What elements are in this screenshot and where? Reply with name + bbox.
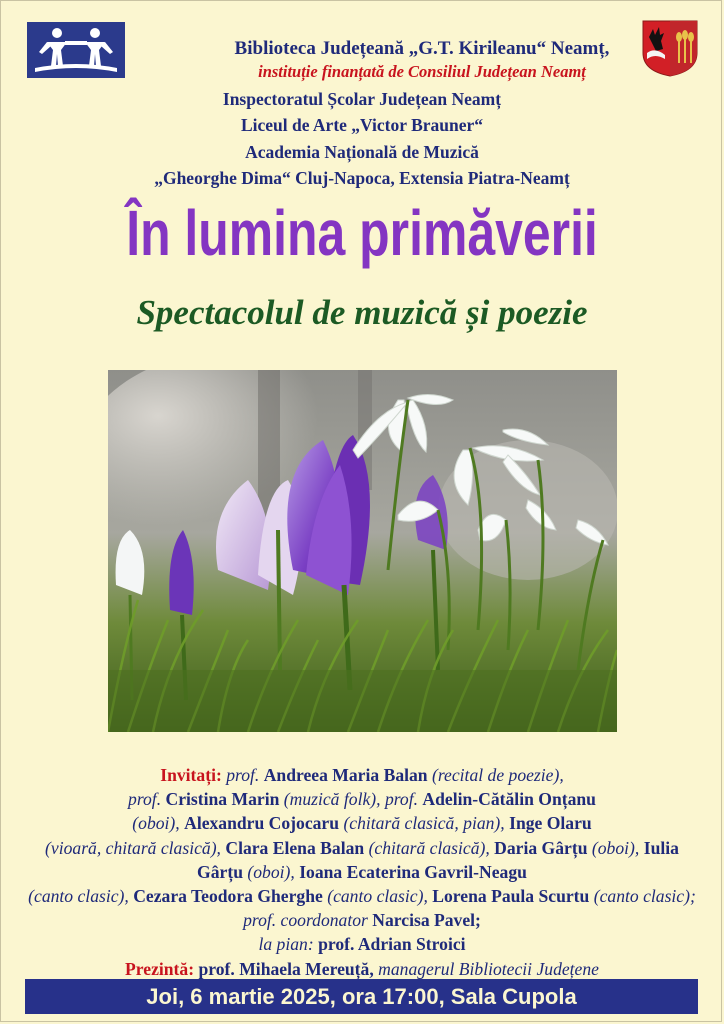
performer-name: Ioana Ecaterina Gavril-Neagu bbox=[299, 861, 527, 882]
presenter-label: Prezintă: bbox=[125, 958, 195, 979]
performer-role: (muzică folk), bbox=[283, 789, 381, 810]
event-date-banner: Joi, 6 martie 2025, ora 17:00, Sala Cupola bbox=[25, 979, 698, 1014]
performer-role: (vioară, chitară clasică), bbox=[45, 837, 221, 858]
funding-note: instituție finanțată de Consiliul Județean Neamț bbox=[258, 62, 586, 81]
library-name: Biblioteca Județeană „G.T. Kirileanu“ Neamț, bbox=[234, 38, 610, 59]
partner-academy-extension: „Gheorghe Dima“ Cluj-Napoca, Extensia Piatra-Neamț bbox=[154, 168, 570, 188]
prefix: prof. bbox=[226, 765, 260, 785]
performer-name: Andreea Maria Balan bbox=[263, 765, 428, 785]
presenter-name: prof. Mihaela Mereuță, bbox=[198, 958, 374, 979]
performer-name: Iulia Gârțu bbox=[197, 837, 679, 882]
piano-label: la pian: bbox=[258, 934, 314, 955]
event-title: În lumina primăverii bbox=[126, 197, 598, 269]
performer-role: (oboi), bbox=[247, 861, 295, 882]
partner-inspectorate: Inspectoratul Școlar Județean Neamț bbox=[222, 89, 502, 109]
performer-role: (chitară clasică, pian), bbox=[343, 813, 505, 834]
performer-name: Daria Gârțu bbox=[494, 837, 588, 858]
performer-role: (canto clasic), bbox=[28, 886, 129, 907]
partner-music-academy: Academia Națională de Muzică bbox=[245, 142, 479, 162]
pianist-name: prof. Adrian Stroici bbox=[318, 934, 466, 955]
coordinator-label: prof. coordonator bbox=[243, 910, 368, 931]
coordinator-name: Narcisa Pavel; bbox=[372, 910, 481, 931]
presenter-role: managerul Bibliotecii Județene bbox=[378, 958, 599, 979]
partner-art-school: Liceul de Arte „Victor Brauner“ bbox=[240, 115, 484, 135]
prefix: prof. bbox=[384, 789, 419, 810]
performer-role: (canto clasic), bbox=[327, 886, 428, 907]
performer-name: Alexandru Cojocaru bbox=[184, 813, 340, 834]
event-subtitle: Spectacolul de muzică și poezie bbox=[136, 293, 588, 332]
performer-name: Clara Elena Balan bbox=[225, 837, 365, 858]
performer-name: Cristina Marin bbox=[165, 789, 280, 810]
spring-flowers-photo bbox=[108, 370, 617, 732]
performer-name: Inge Olaru bbox=[509, 813, 592, 834]
performer-name: Adelin-Cătălin Onțanu bbox=[422, 789, 596, 810]
performer-role: (canto clasic); bbox=[593, 886, 696, 907]
performer-role: (oboi), bbox=[591, 837, 640, 858]
performer-name: Lorena Paula Scurtu bbox=[432, 886, 590, 907]
performer-role: (chitară clasică), bbox=[368, 837, 490, 858]
credits-block bbox=[20, 763, 704, 981]
prefix: prof. bbox=[128, 789, 162, 810]
performer-name: Cezara Teodora Gherghe bbox=[133, 886, 323, 907]
invited-label: Invitați: bbox=[160, 765, 222, 785]
performer-role: (oboi), bbox=[132, 813, 180, 834]
performer-role: (recital de poezie), bbox=[432, 765, 564, 785]
